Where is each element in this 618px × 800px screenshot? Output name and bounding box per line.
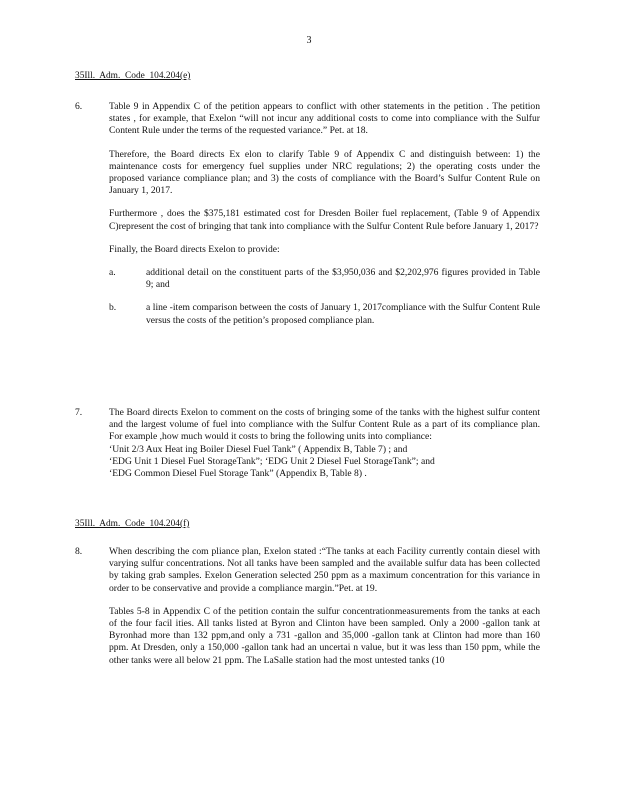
item-number: 6. xyxy=(75,101,83,112)
item-body xyxy=(109,546,540,667)
unit-list-line: ‘EDG Unit 1 Diesel Fuel StorageTank”; ‘EDG Unit 2 Diesel Fuel StorageTank”; and xyxy=(109,455,435,467)
paragraph: Therefore, the Board directs Ex elon to clarify Table 9 of Appendix C and distinguish between: 1) the maintenance costs for emergency fuel supplies under NRC regulations; 2) the operating costs under the proposed variance compliance plan; and 3) the costs of compliance with the Board’s Sulfur Content Rule on January 1, 2017. xyxy=(109,148,540,197)
paragraph: Finally, the Board directs Exelon to provide: xyxy=(109,243,280,255)
page-number: 3 xyxy=(306,35,312,46)
sub-item-letter: a. xyxy=(109,267,116,279)
section-heading-104-204-e: 35Ill. Adm. Code 104.204(e) xyxy=(75,71,191,81)
section-heading-104-204-f: 35Ill. Adm. Code 104.204(f) xyxy=(75,519,190,529)
item-7 xyxy=(75,407,540,480)
paragraph: Table 9 in Appendix C of the petition appears to conflict with other statements in the petition . The petition states , for example, that Exelon “will not incur any additional costs to come into compliance with the Sulfur Content Rule under the terms of the requested variance.” Pet. at 18. xyxy=(109,101,540,137)
item-number: 7. xyxy=(75,407,83,418)
sub-item-letter: b. xyxy=(109,302,117,314)
item-body xyxy=(109,101,540,327)
item-body xyxy=(109,407,540,480)
sub-item-b xyxy=(109,302,540,326)
paragraph: When describing the com pliance plan, Exelon stated :“The tanks at each Facility currently contain diesel with varying sulfur concentrations. Not all tanks have been sampled and the available sulfur data has been collected by taking grab samples. Exelon Generation selected 250 ppm as a maximum concentration for this variance in order to be conservative and provide a compliance margin.”Pet. at 19. xyxy=(109,546,540,594)
sub-item-text: a line -item comparison between the costs of January 1, 2017compliance with the Sulfur Content Rule versus the costs of the petition’s proposed compliance plan. xyxy=(146,302,540,326)
paragraph: Furthermore , does the $375,181 estimated cost for Dresden Boiler fuel replacement, (Table 9 of Appendix C)represent the cost of bringing that tank into compliance with the Sulfur Content Rule before January 1, 2017? xyxy=(109,208,540,232)
item-number: 8. xyxy=(75,546,83,557)
paragraph: The Board directs Exelon to comment on the costs of bringing some of the tanks with the highest sulfur content and the largest volume of fuel into compliance with the Sulfur Content Rule as a part of its compliance plan. For example ,how much would it costs to bring the following units into compliance: xyxy=(109,407,540,443)
item-6 xyxy=(75,101,540,338)
paragraph: Tables 5-8 in Appendix C of the petition contain the sulfur concentrationmeasurements from the tanks at each of the four facil ities. All tanks listed at Byron and Clinton have been sampled. Only a 2000 -gallon tank at Byronhad more than 132 ppm,and only a 731 -gallon and 35,000 -gallon tank at Clinton had more than 160 ppm. At Dresden, only a 150,000 -gallon tank had an uncertai n value, but it was less than 150 ppm, while the other tanks were all below 21 ppm. The LaSalle station had the most untested tanks (10 xyxy=(109,605,540,666)
sub-item-text: additional detail on the constituent parts of the $3,950,036 and $2,202,976 figures provided in Table 9; and xyxy=(146,267,540,291)
unit-list-line: ‘Unit 2/3 Aux Heat ing Boiler Diesel Fuel Tank” ( Appendix B, Table 7) ; and xyxy=(109,443,408,455)
unit-list-line: ‘EDG Common Diesel Fuel Storage Tank” (Appendix B, Table 8) . xyxy=(109,468,367,480)
sub-item-a xyxy=(109,267,540,291)
item-8 xyxy=(75,546,540,678)
